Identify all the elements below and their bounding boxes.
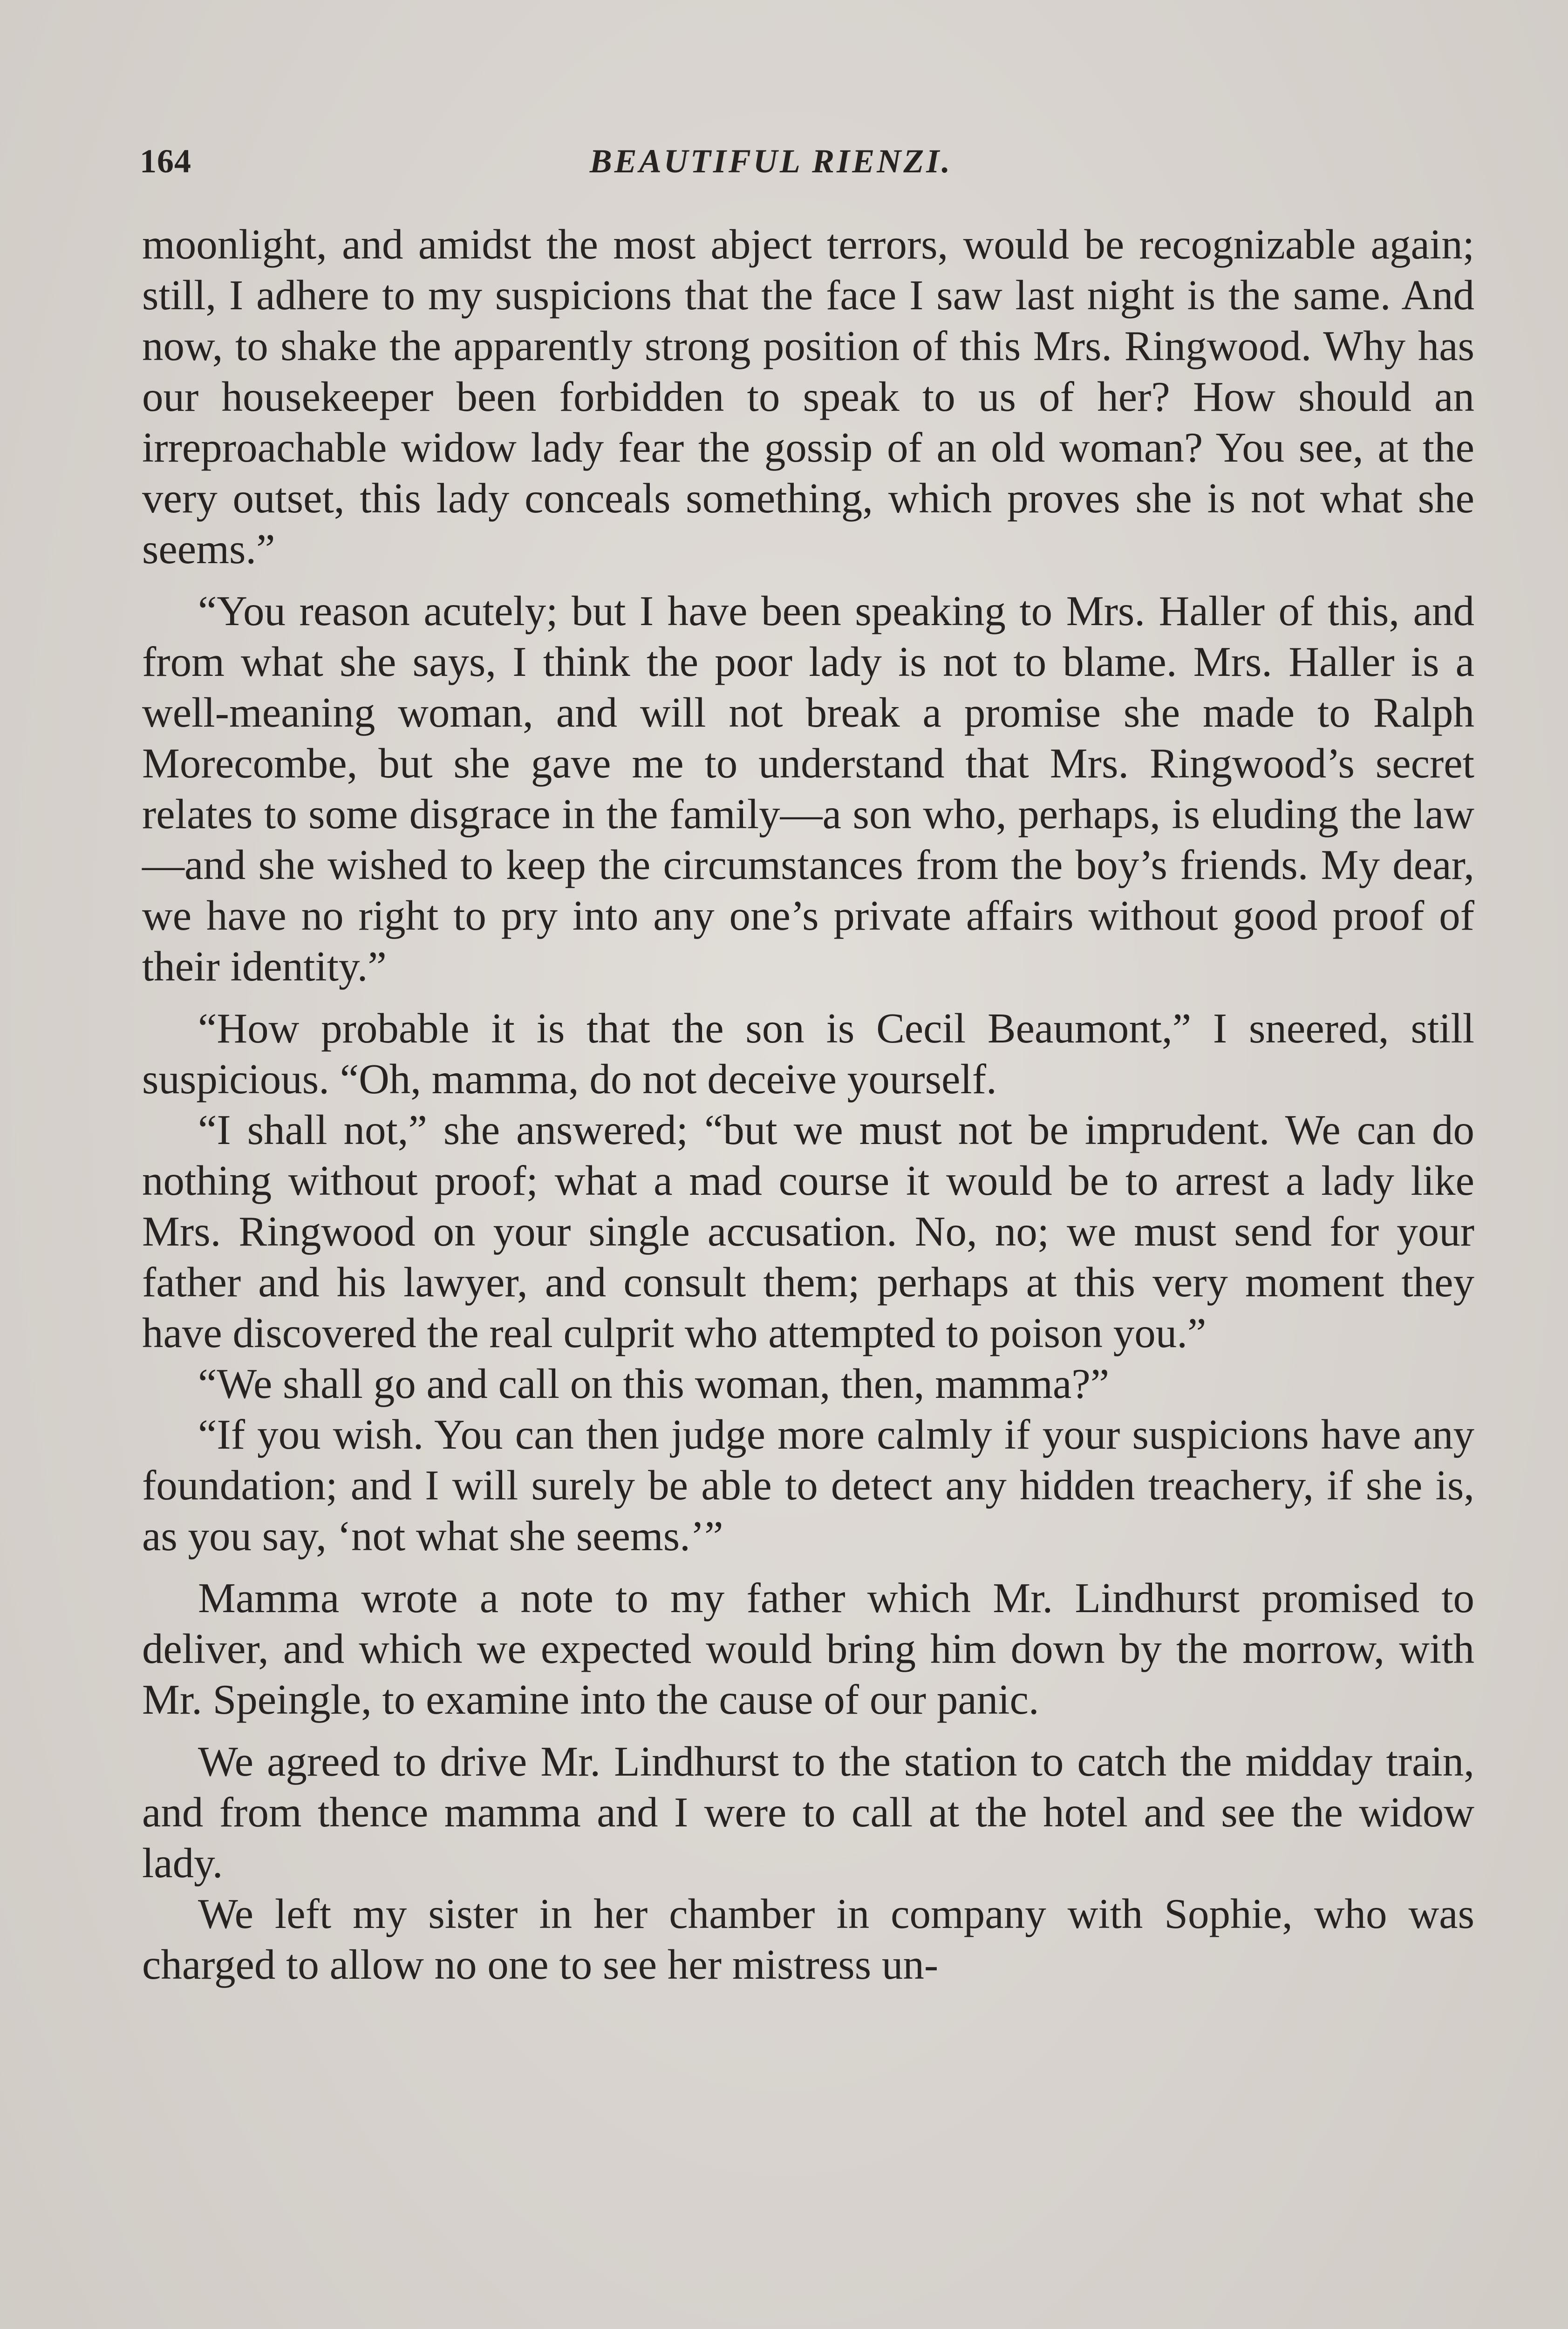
paragraph-8: We agreed to drive Mr. Lindhurst to the station to catch the midday train, and from thence mamma and I were to call at the hotel and see the widow lady. [142,1738,1474,1886]
paragraph-1: moonlight, and amidst the most abject terrors, would be recognizable again; still, I adhere to my suspicions that the face I saw last night is the same. And now, to shake the apparently strong position of this Mrs. Ringwood. Why has our housekeeper been forbidden to speak to us of her? How should an irreproachable widow lady fear the gossip of an old woman? You see, at the very outset, this lady conceals something, which proves she is not what she seems.” [142,221,1474,572]
paragraph-3: “How probable it is that the son is Cecil Beaumont,” I sneered, still suspicious. “Oh, mamma, do not deceive yourself. [142,1005,1474,1103]
running-title: BEAUTIFUL RIENZI. [589,143,953,180]
page-header [140,142,1402,189]
paragraph-9: We left my sister in her chamber in company with Sophie, who was charged to allow no one to see her mistress un- [142,1890,1474,1988]
body-text [142,219,1474,1990]
paragraph-7: Mamma wrote a note to my father which Mr. Lindhurst promised to deliver, and which we expected would bring him down by the morrow, with Mr. Speingle, to examine into the cause of our panic. [142,1574,1474,1723]
paragraph-5: “We shall go and call on this woman, then, mamma?” [198,1360,1110,1407]
paragraph-4: “I shall not,” she answered; “but we must not be imprudent. We can do nothing without proof; what a mad course it would be to arrest a lady like Mrs. Ringwood on your single accusation. No, no; we must send for your father and his lawyer, and consult them; perhaps at this very moment they have discovered the real culprit who attempted to poison you.” [142,1106,1474,1356]
paragraph-2: “You reason acutely; but I have been speaking to Mrs. Haller of this, and from what she says, I think the poor lady is not to blame. Mrs. Haller is a well-meaning woman, and will not break a promise she made to Ralph Morecombe, but she gave me to understand that Mrs. Ringwood’s secret relates to some disgrace in the family—a son who, perhaps, is eluding the law—and she wished to keep the circumstances from the boy’s friends. My dear, we have no right to pry into any one’s private affairs without good proof of their identity.” [142,587,1474,990]
paragraph-6: “If you wish. You can then judge more calmly if your suspicions have any foundation; and I will surely be able to detect any hidden treachery, if she is, as you say, ‘not what she seems.’” [142,1411,1474,1559]
page-number: 164 [140,143,191,180]
